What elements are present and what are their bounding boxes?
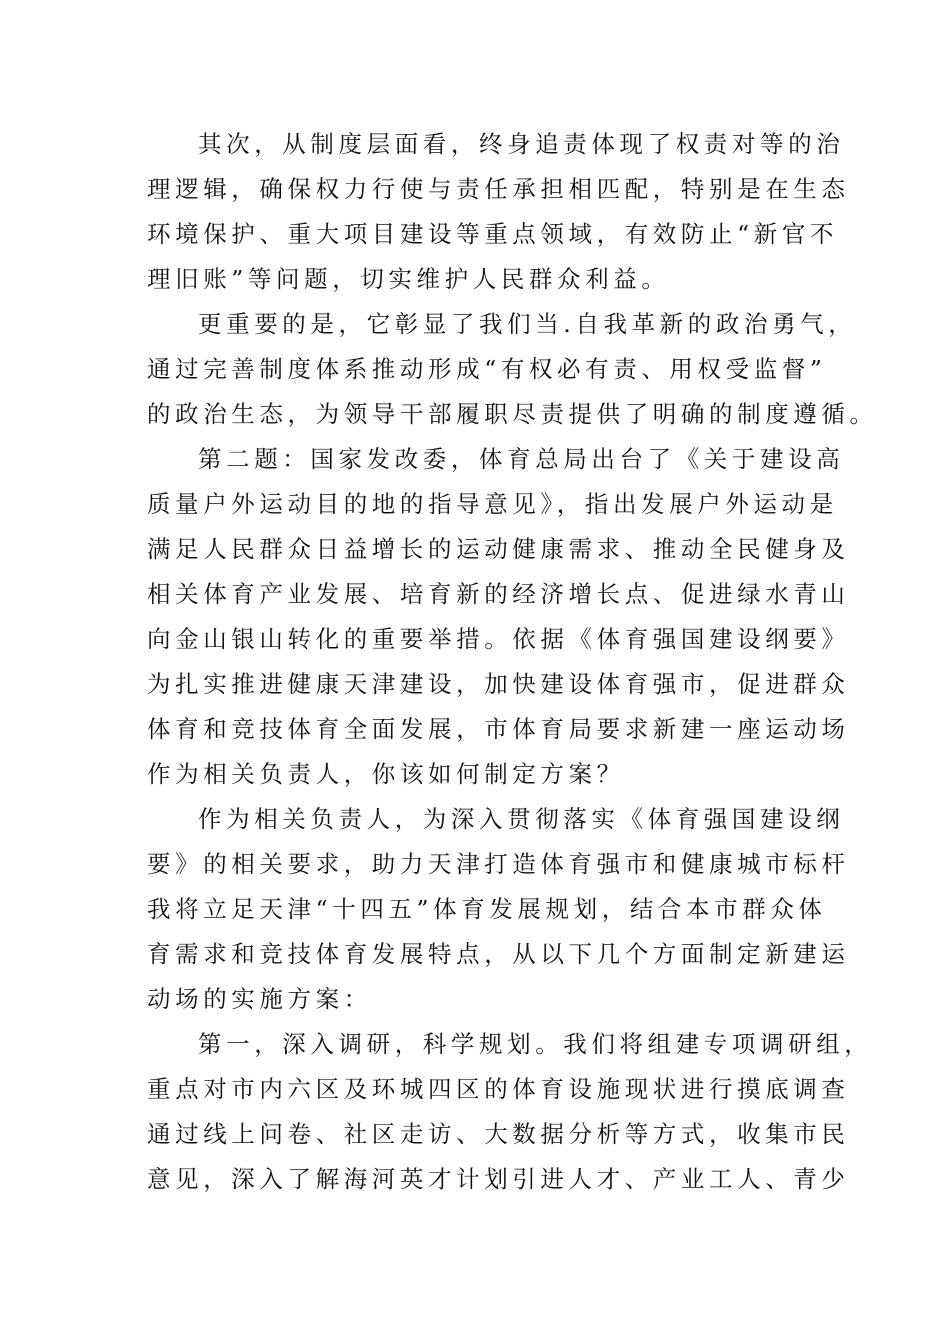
paragraph-1-line-1: 其次，从制度层面看，终身追责体现了权责对等的治	[198, 130, 845, 158]
question-2-line-4: 相关体育产业发展、培育新的经济增长点、促进绿水青山	[147, 580, 850, 608]
answer-intro-line-2: 要》的相关要求，助力天津打造体育强市和健康城市标杆	[147, 850, 850, 878]
question-2-line-5: 向金山银山转化的重要举措。依据《体育强国建设纲要》	[147, 625, 850, 653]
answer-intro-line-5: 动场的实施方案：	[147, 985, 372, 1013]
paragraph-1-line-4: 理旧账”等问题，切实维护人民群众利益。	[147, 265, 670, 293]
document-body	[147, 122, 878, 1202]
paragraph-2-line-3: 的政治生态，为领导干部履职尽责提供了明确的制度遵循。	[147, 400, 878, 428]
answer-intro-line-4: 育需求和竞技体育发展特点，从以下几个方面制定新建运	[147, 940, 850, 968]
question-2-line-8: 作为相关负责人，你该如何制定方案？	[147, 760, 625, 788]
question-2-line-3: 满足人民群众日益增长的运动健康需求、推动全民健身及	[147, 535, 850, 563]
question-2-line-2: 质量户外运动目的地的指导意见》，指出发展户外运动是	[147, 490, 838, 518]
question-2-line-1: 第二题：国家发改委，体育总局出台了《关于建设高	[198, 445, 845, 473]
paragraph-2-line-2: 通过完善制度体系推动形成“有权必有责、用权受监督”	[147, 355, 827, 383]
paragraph-2-line-1: 更重要的是，它彰显了我们当.自我革新的政治勇气，	[198, 310, 857, 338]
paragraph-1-line-2: 理逻辑，确保权力行使与责任承担相匹配，特别是在生态	[147, 175, 850, 203]
point-1-line-4: 意见，深入了解海河英才计划引进人才、产业工人、青少	[147, 1165, 850, 1193]
answer-intro-line-3: 我将立足天津“十四五”体育发展规划，结合本市群众体	[147, 895, 827, 923]
paragraph-1-line-3: 环境保护、重大项目建设等重点领域，有效防止“新官不	[147, 220, 839, 248]
answer-intro-line-1: 作为相关负责人，为深入贯彻落实《体育强国建设纲	[198, 805, 845, 833]
question-2-line-6: 为扎实推进健康天津建设，加快建设体育强市，促进群众	[147, 670, 850, 698]
point-1-line-1: 第一，深入调研，科学规划。我们将组建专项调研组，	[198, 1030, 873, 1058]
point-1-line-3: 通过线上问卷、社区走访、大数据分析等方式，收集市民	[147, 1120, 850, 1148]
question-2-line-7: 体育和竞技体育全面发展，市体育局要求新建一座运动场	[147, 715, 850, 743]
point-1-line-2: 重点对市内六区及环城四区的体育设施现状进行摸底调查	[147, 1075, 850, 1103]
